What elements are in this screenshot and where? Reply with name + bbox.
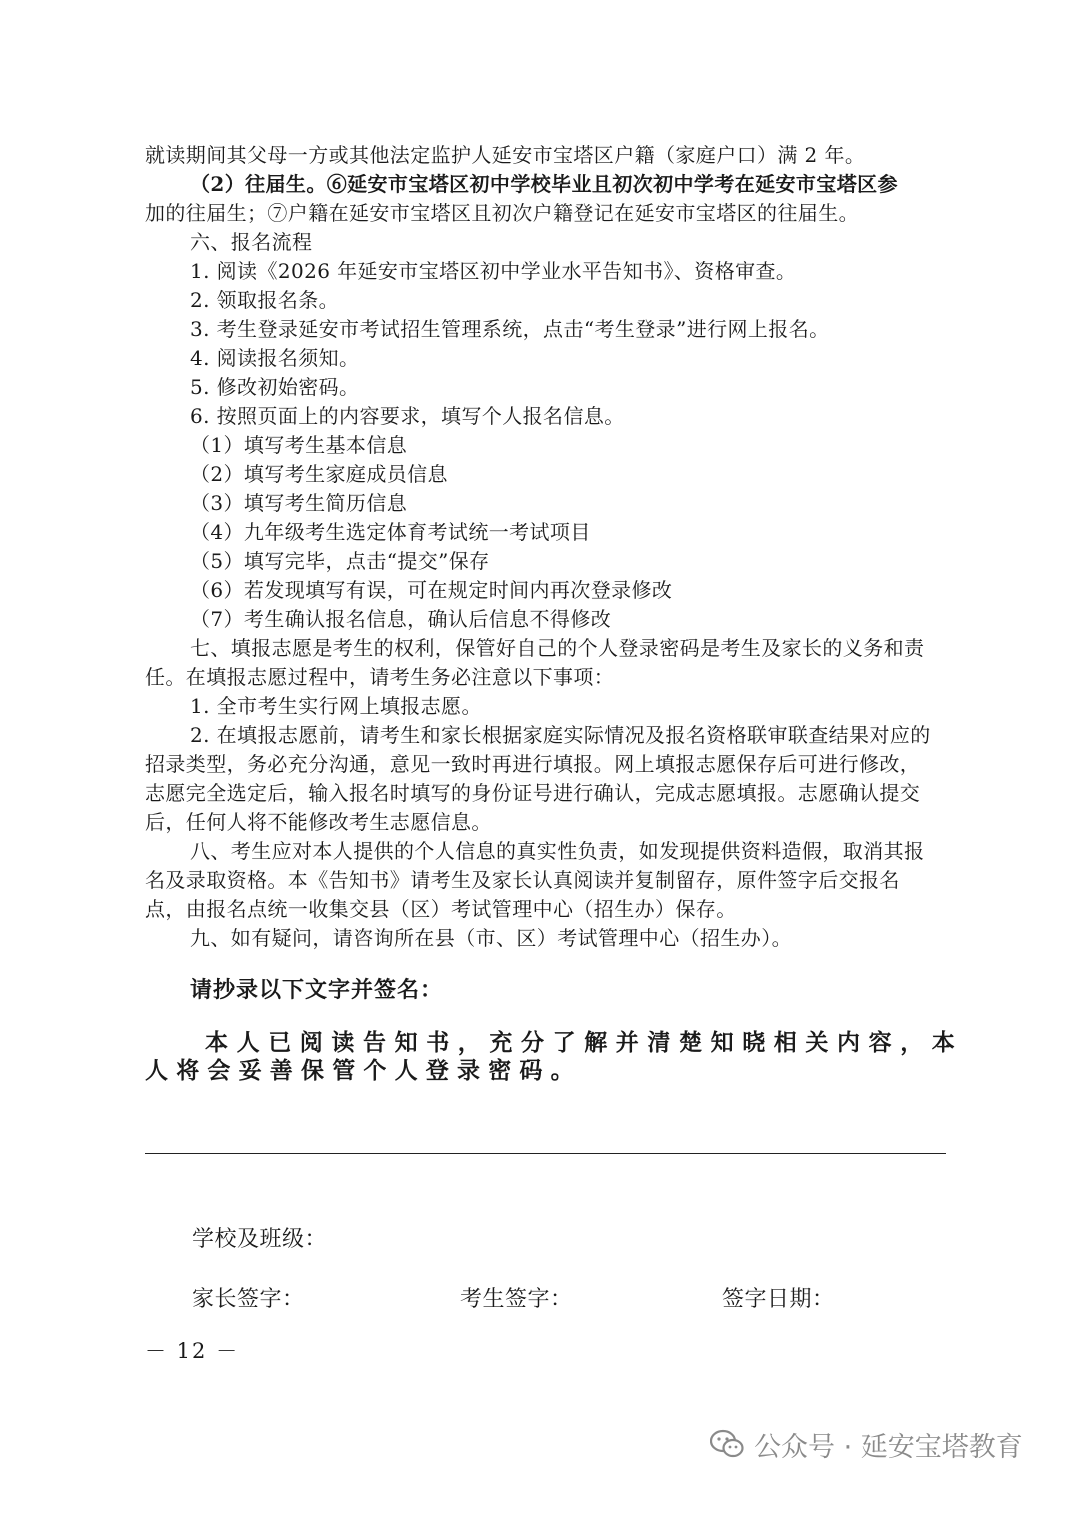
body-line: 任。在填报志愿过程中，请考生务必注意以下事项： — [145, 665, 615, 689]
list-item: 4. 阅读报名须知。 — [190, 346, 360, 370]
body-line: 招录类型，务必充分沟通，意见一致时再进行填报。网上填报志愿保存后可进行修改， — [145, 752, 921, 776]
signature-date-label: 签字日期： — [722, 1287, 835, 1312]
sub-list-item: （2）填写考生家庭成员信息 — [190, 462, 448, 486]
watermark-text: 公众号 · 延安宝塔教育 — [754, 1431, 1023, 1463]
school-class-label: 学校及班级： — [192, 1227, 328, 1252]
copy-heading: 请抄录以下文字并签名： — [190, 977, 444, 1003]
body-line: 名及录取资格。本《告知书》请考生及家长认真阅读并复制留存，原件签字后交报名 — [145, 868, 900, 892]
wechat-icon — [710, 1429, 744, 1459]
list-item: 3. 考生登录延安市考试招生管理系统，点击“考生登录”进行网上报名。 — [190, 317, 830, 341]
body-line: （2）往届生。⑥延安市宝塔区初中学校毕业且初次初中学考在延安市宝塔区参 — [190, 172, 898, 196]
watermark — [710, 1424, 1023, 1464]
body-line: 点，由报名点统一收集交县（区）考试管理中心（招生办）保存。 — [145, 897, 737, 921]
section-heading: 八、考生应对本人提供的个人信息的真实性负责，如发现提供资料造假，取消其报 — [190, 839, 925, 863]
page-number: － 12 － — [145, 1339, 240, 1363]
parent-signature-label: 家长签字： — [192, 1287, 305, 1312]
sub-list-item: （7）考生确认报名信息，确认后信息不得修改 — [190, 607, 612, 631]
sub-list-item: （4）九年级考生选定体育考试统一考试项目 — [190, 520, 591, 544]
body-line: 加的往届生；⑦户籍在延安市宝塔区且初次户籍登记在延安市宝塔区的往届生。 — [145, 201, 859, 225]
section-heading: 七、填报志愿是考生的权利，保管好自己的个人登录密码是考生及家长的义务和责 — [190, 636, 925, 660]
copy-writing-line — [145, 1153, 946, 1154]
section-heading: 九、如有疑问，请咨询所在县（市、区）考试管理中心（招生办）。 — [190, 926, 792, 950]
sub-list-item: （3）填写考生简历信息 — [190, 491, 408, 515]
copy-text-line: 本人已阅读告知书，充分了解并清楚知晓相关内容，本 — [205, 1029, 964, 1056]
body-line: 志愿完全选定后，输入报名时填写的身份证号进行确认，完成志愿填报。志愿确认提交 — [145, 781, 921, 805]
body-line: 就读期间其父母一方或其他法定监护人延安市宝塔区户籍（家庭户口）满 2 年。 — [145, 143, 866, 167]
sub-list-item: （1）填写考生基本信息 — [190, 433, 408, 457]
list-item: 2. 在填报志愿前，请考生和家长根据家庭实际情况及报名资格联审联查结果对应的 — [190, 723, 931, 747]
body-line: 后，任何人将不能修改考生志愿信息。 — [145, 810, 492, 834]
list-item: 1. 阅读《2026 年延安市宝塔区初中学业水平告知书》、资格审查。 — [190, 259, 797, 283]
section-heading: 六、报名流程 — [190, 230, 313, 254]
list-item: 5. 修改初始密码。 — [190, 375, 360, 399]
student-signature-label: 考生签字： — [460, 1287, 573, 1312]
list-item: 6. 按照页面上的内容要求，填写个人报名信息。 — [190, 404, 625, 428]
sub-list-item: （6）若发现填写有误，可在规定时间内再次登录修改 — [190, 578, 673, 602]
list-item: 1. 全市考生实行网上填报志愿。 — [190, 694, 482, 718]
sub-list-item: （5）填写完毕，点击“提交”保存 — [190, 549, 490, 573]
copy-text-line: 人将会妥善保管个人登录密码。 — [145, 1057, 582, 1084]
list-item: 2. 领取报名条。 — [190, 288, 340, 312]
